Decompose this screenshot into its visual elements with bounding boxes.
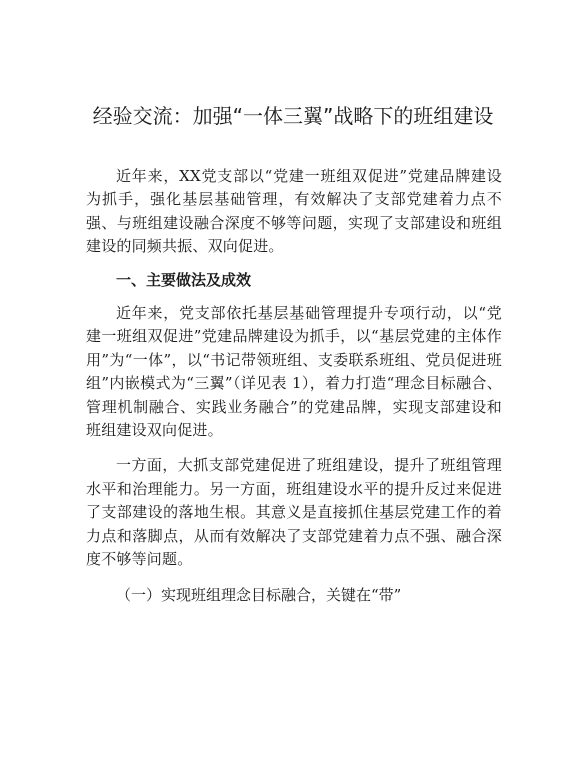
- effect-paragraph: 一方面，大抓支部党建促进了班组建设，提升了班组管理水平和治理能力。另一方面，班组建设水平的提升反过来促进了支部建设的落地生根。其意义是直接抓住基层党建工作的着力点和落脚点，从而有效解决了支部党建着力点不强、融合深度不够等问题。: [86, 456, 502, 569]
- paragraph-spacer: [86, 572, 502, 584]
- intro-paragraph: 近年来，XX党支部以“党建一班组双促进”党建品牌建设为抓手，强化基层基础管理，有效解决了支部党建着力点不强、与班组建设融合深度不够等问题，实现了支部建设和班组建设的同频共振、双向促进。: [86, 167, 502, 256]
- document-body: [86, 165, 502, 607]
- document-title: 经验交流：加强“一体三翼”战略下的班组建设: [92, 104, 494, 128]
- subsection-heading: （一）实现班组理念目标融合，关键在“带”: [116, 585, 402, 604]
- section-heading: 一、主要做法及成效: [116, 270, 252, 289]
- paragraph-spacer: [86, 442, 502, 454]
- practice-paragraph: 近年来，党支部依托基层基础管理提升专项行动，以“党建一班组双促进”党建品牌建设为抓手，以“基层党建的主体作用”为“一体”，以“书记带领班组、支委联系班组、党员促进班组”内嵌模式为“三翼”（详见表 1），着力打造“理念目标融合、管理机制融合、实践业务融合”的党建品牌，实现支部建设和班组建设双向促进。: [86, 304, 502, 440]
